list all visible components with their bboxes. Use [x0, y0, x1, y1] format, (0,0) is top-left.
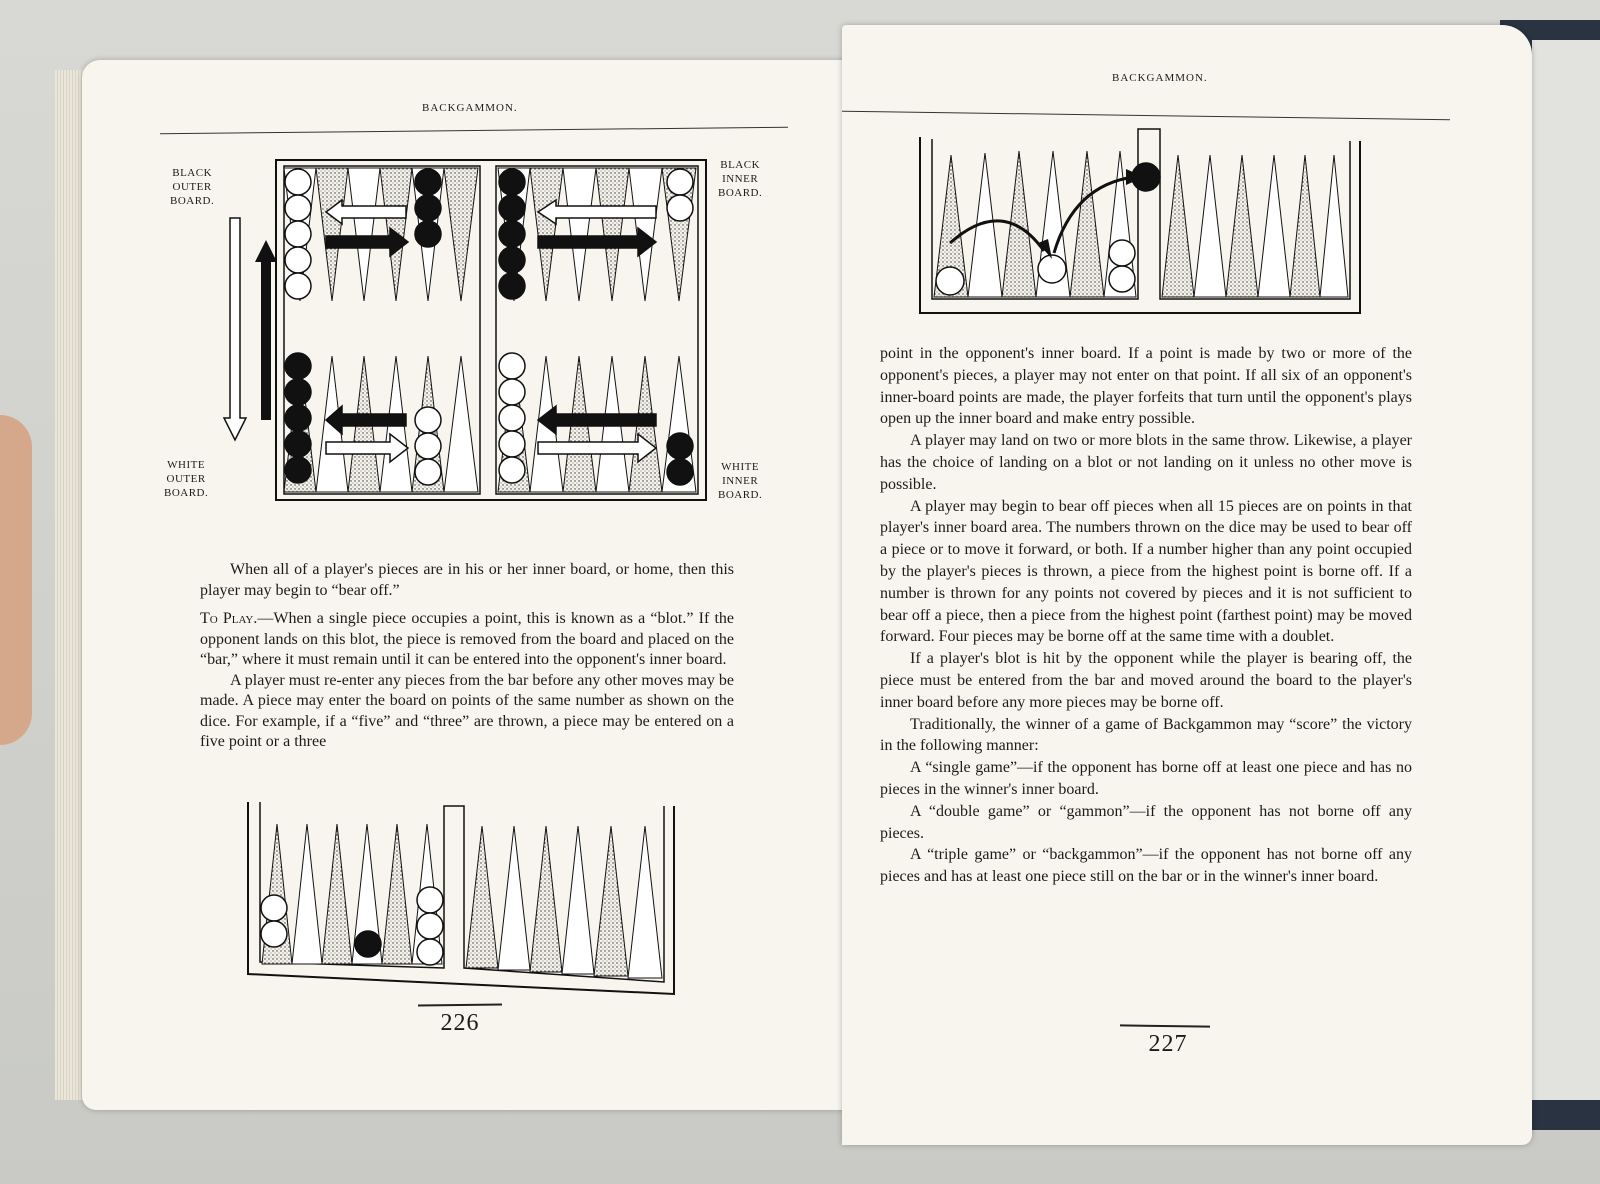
right-text: [880, 343, 1412, 888]
paragraph-to-play: [200, 609, 734, 671]
page-number-left: 226: [440, 1010, 480, 1036]
right-page: [842, 25, 1532, 1145]
header-rule-right: [842, 111, 1450, 120]
paragraph: When all of a player's pieces are in his or her inner board, or home, then this player may begin to “bear off.”: [200, 561, 734, 599]
hitting-blot-diagram: [914, 125, 1364, 325]
run-in-heading: To Play.: [200, 610, 258, 627]
hand: [0, 415, 32, 745]
endpaper: [1532, 40, 1600, 1100]
direction-arrow-black: [254, 240, 278, 420]
running-head-right: BACKGAMMON.: [1112, 72, 1208, 84]
label-black-outer-board: BLACK OUTER BOARD.: [170, 167, 215, 207]
paragraph: If a player's blot is hit by the opponent while the player is bearing off, the piece must be entered from the bar and moved around the board to the player's inner board before any more pieces may be borne off.: [880, 650, 1412, 711]
page-number-right: 227: [1148, 1031, 1188, 1057]
paragraph-double-game: A “double game” or “gammon”—if the opponent has not borne off any pieces.: [880, 802, 1412, 842]
left-page: [82, 60, 846, 1110]
left-text: [200, 560, 734, 753]
paragraph: A player may begin to bear off pieces when all 15 pieces are on points in that player's inner board area. The numbers thrown on the dice may be used to bear off a piece or to move it forward, or both. If a number higher than any point occupied by the player's pieces is thrown, a piece from the highest point is borne off. If a number is thrown for any points not covered by pieces and it is not sufficient to bear off a piece, then a piece from the highest point (farthest point) may be moved forward. Four pieces may be borne off at the same time with a doublet.: [880, 497, 1412, 646]
paragraph: point in the opponent's inner board. If a point is made by two or more of the opponent's pieces, a player may not enter on that point. If all six of an opponent's inner-board points are made, the player forfeits that turn until the opponent's plays open up the inner board and make entry possible.: [880, 345, 1412, 428]
paragraph: Traditionally, the winner of a game of Backgammon may “score” the victory in the following manner:: [880, 715, 1412, 755]
running-head-left: BACKGAMMON.: [422, 102, 518, 114]
paragraph: A player must re-enter any pieces from the bar before any other moves may be made. A piece may enter the board on points of the same number as shown on the dice. For example, if a “five” and “three” are thrown, a piece may be entered on a five point or a three: [200, 671, 734, 750]
paragraph: A player may land on two or more blots in the same throw. Likewise, a player has the choice of landing on a blot or not landing on it unless no other move is possible.: [880, 432, 1412, 493]
folio-ornament: [418, 1004, 502, 1007]
paragraph-triple-game: A “triple game” or “backgammon”—if the opponent has not borne off any pieces and has at least one piece still on the bar or in the winner's inner board.: [880, 846, 1412, 886]
paragraph-text: —When a single piece occupies a point, this is known as a “blot.” If the opponent lands on this blot, the piece is removed from the board and placed on the “bar,” where it must remain until it can be entered into the opponent's inner board.: [200, 610, 735, 668]
header-rule-left: [160, 127, 788, 135]
direction-arrow-white: [223, 218, 247, 442]
label-white-inner-board: WHITE INNER BOARD.: [718, 461, 763, 501]
folio-ornament: [1120, 1024, 1210, 1027]
bar-entry-diagram: [244, 802, 684, 1002]
label-white-outer-board: WHITE OUTER BOARD.: [164, 459, 209, 499]
paragraph-single-game: A “single game”—if the opponent has borne off at least one piece and has no pieces in the winner's inner board.: [880, 759, 1412, 798]
label-black-inner-board: BLACK INNER BOARD.: [718, 159, 763, 199]
backgammon-board-diagram: [266, 156, 716, 506]
